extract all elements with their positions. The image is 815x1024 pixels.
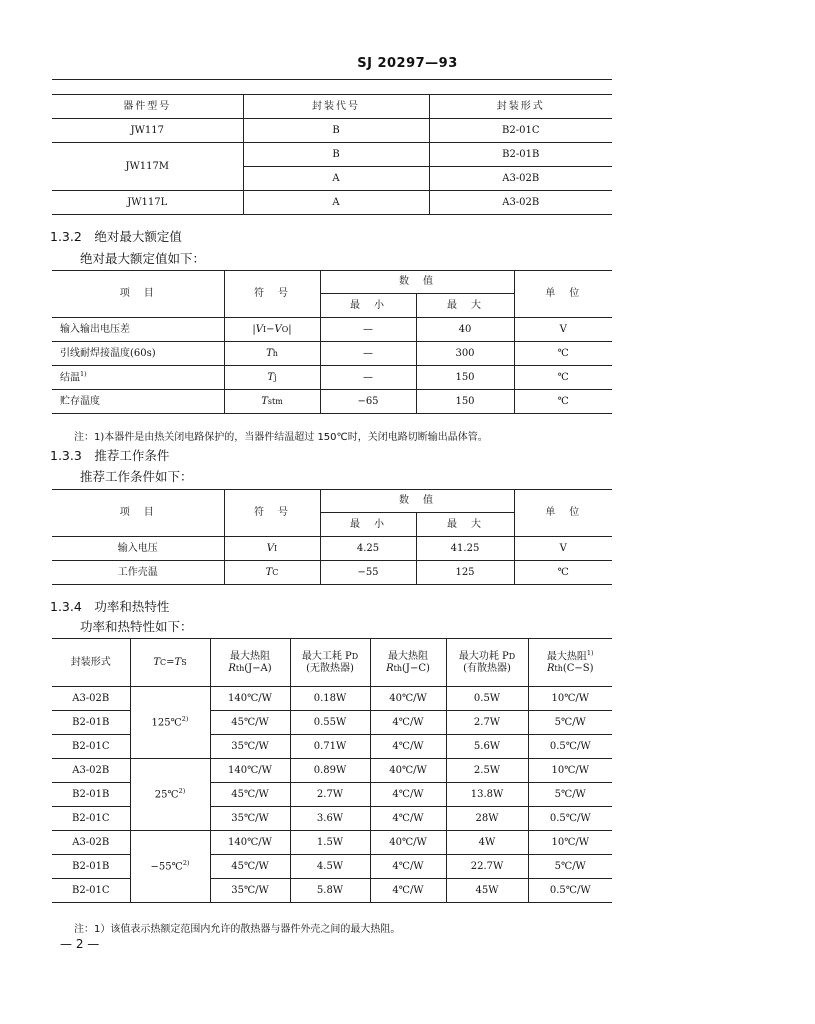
header-text: 最大热阻 [546,651,587,663]
cell-rth-cs: 10℃/W [528,687,612,711]
item-text: 结温 [60,372,80,384]
cell-pd-with-sink: 22.7W [446,855,528,879]
section-intro: 功率和热特性如下： [80,619,193,634]
cell-pd-with-sink: 2.5W [446,759,528,783]
cell-form: B2-01C [429,119,612,143]
table-row [52,366,612,390]
cell-pd-no-sink: 3.6W [290,807,370,831]
cell-pd-no-sink: 1.5W [290,831,370,855]
symbol-subscript: th [554,664,563,674]
cell-temperature [130,759,210,831]
temperature-text: −55℃ [150,861,183,873]
header-line [447,651,528,663]
cell-rth-jc: 4℃/W [370,735,446,759]
cell-form: A3-02B [429,167,612,191]
cell-symbol [224,537,320,561]
cell-item: 贮存温度 [52,390,224,414]
cell-rth-cs: 10℃/W [528,831,612,855]
cell-package: A3-02B [52,687,130,711]
cell-symbol [224,342,320,366]
symbol-text: T [261,395,268,407]
symbol-text: T [267,371,275,383]
cell-temperature [130,687,210,759]
cell-rth-ja: 35℃/W [210,807,290,831]
cell-min: — [320,342,416,366]
cell-rth-cs: 10℃/W [528,759,612,783]
cell-symbol [224,318,320,342]
cell-rth-ja: 140℃/W [210,687,290,711]
header-line: 最大热阻 [388,651,428,662]
col-header-unit: 单 位 [514,271,612,318]
symbol-subscript: S [181,657,187,667]
table-row [52,687,612,711]
cell-rth-jc: 4℃/W [370,855,446,879]
col-header-min: 最 小 [320,294,416,318]
package-table [52,94,612,215]
col-header-form: 封装形式 [429,95,612,119]
cell-package: B2-01C [52,807,130,831]
cell-symbol [224,561,320,585]
header-line [371,663,446,675]
cell-rth-cs: 0.5℃/W [528,807,612,831]
cell-rth-jc: 4℃/W [370,711,446,735]
cell-rth-ja: 35℃/W [210,735,290,759]
symbol-text: R [228,662,236,674]
symbol-subscript: I [262,324,267,334]
cell-rth-cs: 5℃/W [528,783,612,807]
table-row [52,342,612,366]
cell-package: A3-02B [52,759,130,783]
table-row [52,390,612,414]
col-header-code: 封装代号 [243,95,429,119]
symbol-subscript: C [272,567,279,577]
cell-pd-with-sink: 28W [446,807,528,831]
header-text: 最大功耗 P [458,651,509,662]
cell-package: B2-01B [52,783,130,807]
symbol-text: | [288,323,292,335]
table-row [52,831,612,855]
header-line [211,663,290,675]
cell-rth-cs: 5℃/W [528,855,612,879]
col-header-max: 最 大 [416,513,514,537]
cell-form: B2-01B [429,143,612,167]
recommended-conditions-table [52,489,612,585]
footnote-ref: 2) [182,859,190,868]
cell-min: — [320,318,416,342]
cell-code: B [243,119,429,143]
symbol-text: T [266,347,273,359]
cell-pd-no-sink: 4.5W [290,855,370,879]
footnote-ref: 1) [586,649,594,658]
cell-pd-no-sink: 0.89W [290,759,370,783]
absolute-max-table [52,270,612,414]
temperature-text: 125℃ [151,717,182,729]
col-header-temperature [130,639,210,687]
cell-min: −65 [320,390,416,414]
cell-min: 4.25 [320,537,416,561]
col-header-value: 数 值 [320,490,514,513]
page-number: — 2 — [60,937,100,951]
symbol-text: −V [266,323,282,335]
symbol-text: |V [252,323,263,335]
symbol-text: =T [166,656,182,668]
section-title: 推荐工作条件 [94,448,170,463]
cell-item: 引线耐焊接温度(60s) [52,342,224,366]
section-heading [50,597,169,615]
cell-pd-with-sink: 0.5W [446,687,528,711]
cell-rth-cs: 0.5℃/W [528,879,612,903]
cell-unit: ℃ [514,390,612,414]
cell-temperature [130,831,210,903]
symbol-text: (C−S) [562,663,594,675]
section-number: 1.3.2 [50,229,82,244]
cell-max: 125 [416,561,514,585]
col-header-symbol: 符 号 [224,490,320,537]
symbol-subscript: D [508,652,516,661]
cell-max: 150 [416,366,514,390]
section-intro: 绝对最大额定值如下： [80,251,206,266]
table-row [52,119,612,143]
cell-pd-with-sink: 2.7W [446,711,528,735]
cell-unit: ℃ [514,342,612,366]
cell-pd-no-sink: 0.71W [290,735,370,759]
section-intro: 推荐工作条件如下： [80,469,193,484]
cell-form: A3-02B [429,191,612,215]
header-text: 最大工耗 P [301,651,352,662]
symbol-subscript: h [272,348,278,358]
cell-package: B2-01C [52,879,130,903]
cell-rth-ja: 35℃/W [210,879,290,903]
cell-code: A [243,191,429,215]
col-header-symbol: 符 号 [224,271,320,318]
cell-item: 输入电压 [52,537,224,561]
cell-code: A [243,167,429,191]
symbol-text: V [266,542,275,554]
table-row [52,561,612,585]
cell-model: JW117 [52,119,243,143]
cell-symbol [224,366,320,390]
symbol-subscript: j [274,372,277,382]
table-row [52,143,612,167]
footnote: 注：1）该值表示热额定范围内允许的散热器与器件外壳之间的最大热阻。 [74,924,401,935]
cell-rth-jc: 40℃/W [370,759,446,783]
col-header-rth-cs [528,639,612,687]
col-header-pd-with-sink [446,639,528,687]
col-header-pd-no-sink [290,639,370,687]
cell-code: B [243,143,429,167]
col-header-max: 最 大 [416,294,514,318]
cell-item: 输入输出电压差 [52,318,224,342]
cell-rth-jc: 4℃/W [370,879,446,903]
symbol-subscript: th [235,663,245,673]
cell-unit: V [514,318,612,342]
col-header-model: 器件型号 [52,95,243,119]
cell-rth-ja: 45℃/W [210,855,290,879]
cell-rth-ja: 45℃/W [210,711,290,735]
col-header-value: 数 值 [320,271,514,294]
footnote: 注：1)本器件是由热关闭电路保护的，当器件结温超过 150℃时，关闭电路切断输出晶体管。 [74,432,488,443]
symbol-text: R [546,663,555,675]
header-line [291,651,370,663]
cell-unit: ℃ [514,561,612,585]
cell-rth-cs: 0.5℃/W [528,735,612,759]
section-heading [50,446,169,464]
cell-package: B2-01C [52,735,130,759]
header-line: 最大热阻 [230,651,270,662]
cell-model: JW117M [52,143,243,191]
col-header-min: 最 小 [320,513,416,537]
cell-symbol [224,390,320,414]
section-title: 绝对最大额定值 [94,229,182,244]
cell-min: — [320,366,416,390]
cell-rth-jc: 40℃/W [370,687,446,711]
header-line: (无散热器) [306,662,354,674]
symbol-text: T [265,566,273,578]
cell-package: B2-01B [52,855,130,879]
cell-pd-no-sink: 5.8W [290,879,370,903]
cell-min: −55 [320,561,416,585]
col-header-item: 项 目 [52,271,224,318]
footnote-ref: 2) [178,787,186,796]
cell-max: 40 [416,318,514,342]
cell-pd-with-sink: 45W [446,879,528,903]
symbol-subscript: th [393,663,403,673]
header-line [529,650,613,663]
temperature-text: 25℃ [154,789,179,801]
cell-pd-no-sink: 0.55W [290,711,370,735]
footnote-ref: 1) [80,370,87,379]
section-number: 1.3.3 [50,448,82,463]
table-row [52,191,612,215]
cell-rth-jc: 40℃/W [370,831,446,855]
header-rule [52,79,612,80]
symbol-subscript: stm [267,396,283,406]
symbol-text: (J−C) [402,662,430,674]
section-title: 功率和热特性 [94,599,170,614]
cell-rth-jc: 4℃/W [370,783,446,807]
header-line: (有散热器) [463,662,511,674]
symbol-subscript: I [274,543,278,553]
standard-number: SJ 20297—93 [357,56,458,71]
table-row [52,759,612,783]
symbol-subscript: O [281,324,289,334]
cell-item: 工作壳温 [52,561,224,585]
symbol-subscript: D [351,652,359,661]
footnote-ref: 2) [181,715,189,724]
section-number: 1.3.4 [50,599,82,614]
cell-pd-no-sink: 0.18W [290,687,370,711]
cell-max: 150 [416,390,514,414]
cell-unit: ℃ [514,366,612,390]
col-header-package: 封装形式 [52,639,130,687]
cell-pd-with-sink: 13.8W [446,783,528,807]
cell-rth-ja: 45℃/W [210,783,290,807]
cell-max: 300 [416,342,514,366]
symbol-text: R [386,662,394,674]
cell-package: A3-02B [52,831,130,855]
section-heading [50,227,182,245]
cell-item [52,366,224,390]
col-header-item: 项 目 [52,490,224,537]
cell-model: JW117L [52,191,243,215]
cell-rth-jc: 4℃/W [370,807,446,831]
symbol-text: T [153,656,160,668]
col-header-rth-jc [370,639,446,687]
symbol-text: (J−A) [244,662,272,674]
cell-rth-cs: 5℃/W [528,711,612,735]
cell-pd-with-sink: 5.6W [446,735,528,759]
table-row [52,318,612,342]
cell-rth-ja: 140℃/W [210,759,290,783]
cell-pd-no-sink: 2.7W [290,783,370,807]
cell-max: 41.25 [416,537,514,561]
cell-unit: V [514,537,612,561]
cell-package: B2-01B [52,711,130,735]
header-line [529,663,613,675]
col-header-rth-ja [210,639,290,687]
cell-pd-with-sink: 4W [446,831,528,855]
col-header-unit: 单 位 [514,490,612,537]
thermal-characteristics-table [52,638,612,903]
symbol-subscript: C [160,657,167,667]
table-row [52,537,612,561]
cell-rth-ja: 140℃/W [210,831,290,855]
